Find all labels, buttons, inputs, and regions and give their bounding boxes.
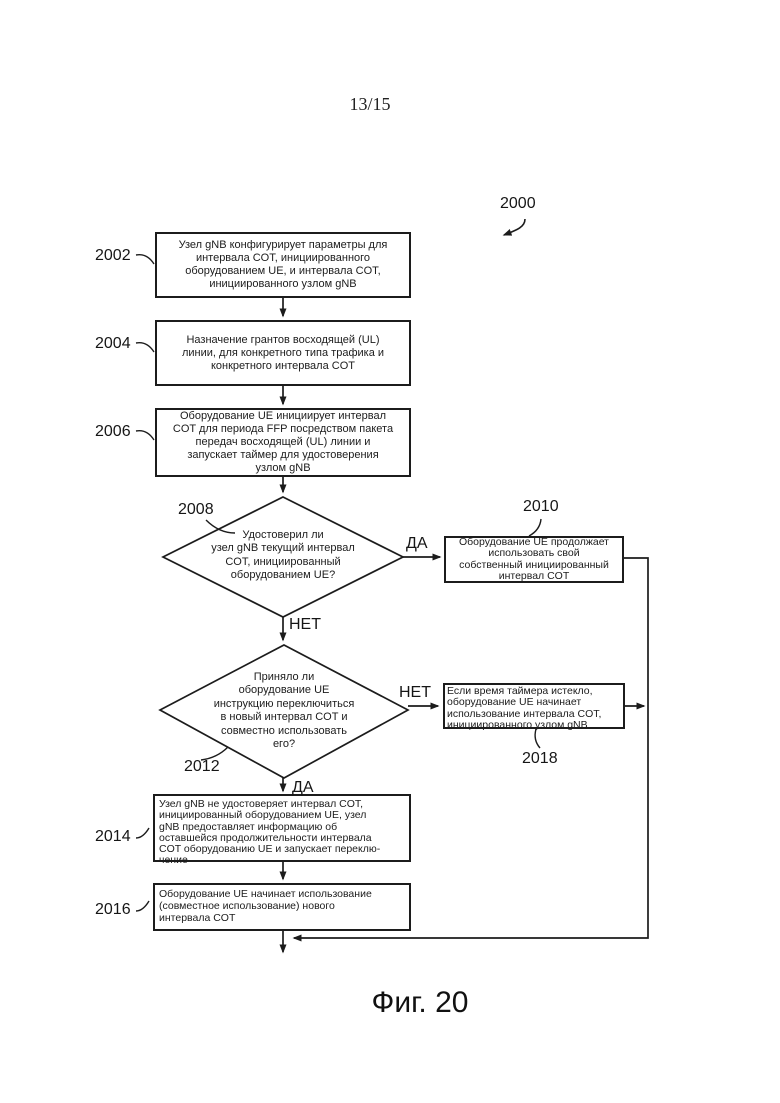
leader-2018 (535, 729, 540, 748)
ref-label-2006: 2006 (95, 423, 131, 440)
process-box-2018: Если время таймера истекло, оборудование UE начинает использование интервала COT, инициированного узлом gNB (443, 683, 625, 729)
process-box-2004: Назначение грантов восходящей (UL) линии, для конкретного типа трафика и конкретного интервала COT (155, 320, 411, 386)
leader-2004 (136, 343, 154, 352)
edge-label-no-2012: НЕТ (399, 684, 431, 701)
ref-label-2012: 2012 (184, 758, 220, 775)
decision-text-2008: Удостоверил ли узел gNB текущий интервал COT, инициированный оборудованием UE? (211, 529, 355, 582)
leader-2006 (136, 431, 154, 440)
edge-label-yes-2012: ДА (292, 779, 314, 796)
edge-label-yes-2008: ДА (406, 535, 428, 552)
page-number: 13/15 (349, 94, 391, 114)
leader-2002 (136, 255, 154, 264)
ref-label-2018: 2018 (522, 750, 558, 767)
edge-label-no-2008: НЕТ (289, 616, 321, 633)
ref-label-2016: 2016 (95, 901, 131, 918)
ref-label-2004: 2004 (95, 335, 131, 352)
leader-2000 (504, 219, 525, 235)
ref-label-2010: 2010 (523, 498, 559, 515)
process-box-2002: Узел gNB конфигурирует параметры для интервала COT, инициированного оборудованием UE, и интервала COT, инициированного узлом gNB (155, 232, 411, 298)
leader-2016 (136, 901, 149, 911)
figure-caption: Фиг. 20 (371, 986, 469, 1019)
decision-text-2012: Приняло ли оборудование UE инструкцию переключиться в новый интервал COT и совместно использовать его? (213, 671, 355, 751)
process-box-2016: Оборудование UE начинает использование (совместное использование) нового интервала COT (153, 883, 411, 931)
leader-2014 (136, 828, 149, 838)
process-box-2014: Узел gNB не удостоверяет интервал COT, инициированный оборудованием UE, узел gNB предоставляет информацию об оставшейся продолжительности интервала COT оборудованию UE и запускает переклю- чение (153, 794, 411, 862)
process-box-2010: Оборудование UE продолжает использовать свой собственный инициированный интервал COT (444, 536, 624, 583)
ref-label-2014: 2014 (95, 828, 131, 845)
ref-label-2002: 2002 (95, 247, 131, 264)
leader-2010 (529, 519, 541, 536)
ref-label-2000: 2000 (500, 195, 536, 212)
process-box-2006: Оборудование UE инициирует интервал COT для периода FFP посредством пакета передач восходящей (UL) линии и запускает таймер для удостоверения узлом gNB (155, 408, 411, 477)
ref-label-2008: 2008 (178, 501, 214, 518)
